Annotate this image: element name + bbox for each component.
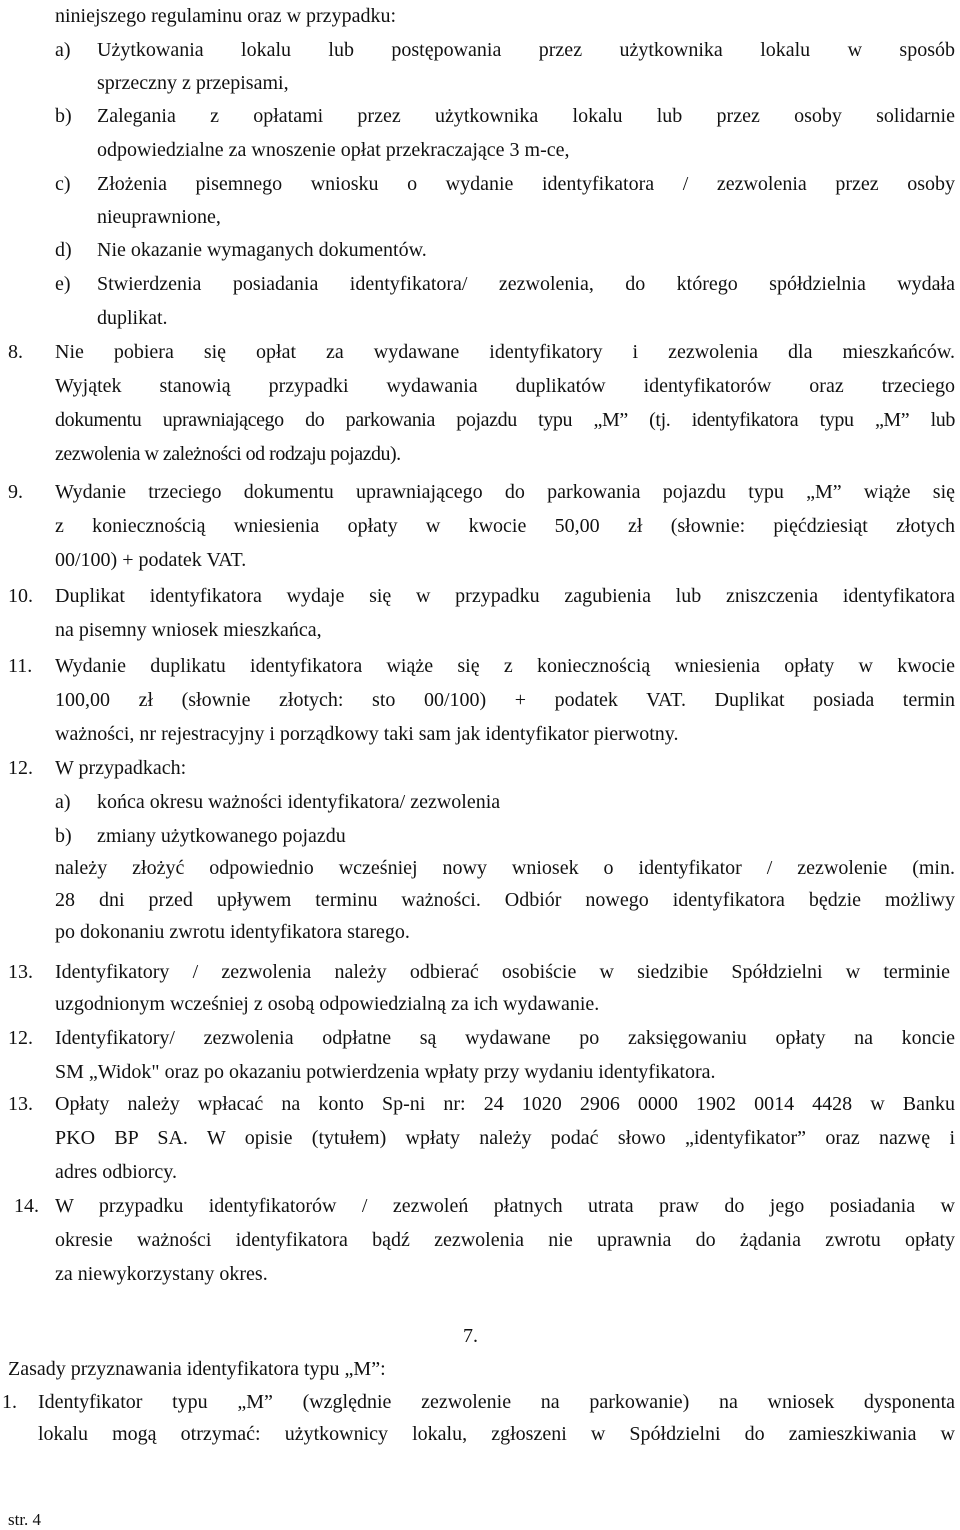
point-text: W przypadku identyfikatorów / zezwoleń płatnych utrata praw do jego posiadania w xyxy=(55,1195,955,1217)
list-item-text: końca okresu ważności identyfikatora/ zezwolenia xyxy=(97,791,501,813)
point-text: okresie ważności identyfikatora bądź zezwolenia nie uprawnia do żądania zwrotu opłaty xyxy=(55,1229,955,1251)
list-item-text: odpowiedzialne za wnoszenie opłat przekraczające 3 m-ce, xyxy=(97,139,570,161)
list-item-text: Zalegania z opłatami przez użytkownika lokalu lub przez osoby solidarnie xyxy=(97,105,955,127)
point-text: za niewykorzystany okres. xyxy=(55,1263,268,1285)
point-text: uzgodnionym wcześniej z osobą odpowiedzialną za ich wydawanie. xyxy=(55,993,600,1015)
point-text: po dokonaniu zwrotu identyfikatora starego. xyxy=(55,921,410,943)
list-item-text: sprzeczny z przepisami, xyxy=(97,72,289,94)
list-label: d) xyxy=(55,239,72,261)
point-text: Opłaty należy wpłacać na konto Sp-ni nr: 24 1020 2906 0000 1902 0014 4428 w Banku xyxy=(55,1093,955,1115)
point-number: 1. xyxy=(2,1391,17,1413)
list-item-text: Złożenia pisemnego wniosku o wydanie identyfikatora / zezwolenia przez osoby xyxy=(97,173,955,195)
list-label: e) xyxy=(55,273,71,295)
list-item-text: zmiany użytkowanego pojazdu xyxy=(97,825,346,847)
point-text: 100,00 zł (słownie złotych: sto 00/100) + podatek VAT. Duplikat posiada termin xyxy=(55,689,955,711)
point-number: 10. xyxy=(8,585,33,607)
list-label: a) xyxy=(55,39,71,61)
list-item-text: Stwierdzenia posiadania identyfikatora/ zezwolenia, do którego spółdzielnia wydała xyxy=(97,273,955,295)
point-text: SM „Widok" oraz po okazaniu potwierdzenia wpłaty przy wydaniu identyfikatora. xyxy=(55,1061,716,1083)
point-text: Duplikat identyfikatora wydaje się w przypadku zagubienia lub zniszczenia identyfikatora xyxy=(55,585,955,607)
point-number: 8. xyxy=(8,341,23,363)
list-item-text: nieuprawnione, xyxy=(97,206,221,228)
point-text: Wydanie trzeciego dokumentu uprawniającego do parkowania pojazdu typu „M” wiąże się xyxy=(55,481,955,503)
point-text: 00/100) + podatek VAT. xyxy=(55,549,247,571)
point-text: na pisemny wniosek mieszkańca, xyxy=(55,619,322,641)
point-text: Identyfikator typu „M” (względnie zezwolenie na parkowanie) na wniosek dysponenta xyxy=(38,1391,955,1413)
point-number: 14. xyxy=(14,1195,39,1217)
point-text: Nie pobiera się opłat za wydawane identyfikatory i zezwolenia dla mieszkańców. xyxy=(55,341,955,363)
list-item-text: Użytkowania lokalu lub postępowania przez użytkownika lokalu w sposób xyxy=(97,39,955,61)
point-text: należy złożyć odpowiednio wcześniej nowy wniosek o identyfikator / zezwolenie (min. xyxy=(55,857,955,879)
list-item-text: Nie okazanie wymaganych dokumentów. xyxy=(97,239,427,261)
point-text: dokumentu uprawniającego do parkowania pojazdu typu „M” (tj. identyfikatora typu „M” lub xyxy=(55,409,955,431)
list-label: c) xyxy=(55,173,71,195)
point-text: Wydanie duplikatu identyfikatora wiąże się z koniecznością wniesienia opłaty w kwocie xyxy=(55,655,955,677)
section-heading: 7. xyxy=(463,1325,478,1347)
point-text: z koniecznością wniesienia opłaty w kwocie 50,00 zł (słownie: pięćdziesiąt złotych xyxy=(55,515,955,537)
list-label: a) xyxy=(55,791,71,813)
point-number: 13. xyxy=(8,961,33,983)
point-text: W przypadkach: xyxy=(55,757,187,779)
page-number: str. 4 xyxy=(8,1510,42,1529)
point-number: 12. xyxy=(8,757,33,779)
intro-text: niniejszego regulaminu oraz w przypadku: xyxy=(55,5,396,27)
point-text: Wyjątek stanowią przypadki wydawania duplikatów identyfikatorów oraz trzeciego xyxy=(55,375,955,397)
list-label: b) xyxy=(55,825,72,847)
list-label: b) xyxy=(55,105,72,127)
section-title: Zasady przyznawania identyfikatora typu „M”: xyxy=(8,1358,386,1380)
point-text: Identyfikatory/ zezwolenia odpłatne są wydawane po zaksięgowaniu opłaty na koncie xyxy=(55,1027,955,1049)
point-number: 13. xyxy=(8,1093,33,1115)
point-text: ważności, nr rejestracyjny i porządkowy taki sam jak identyfikator pierwotny. xyxy=(55,723,679,745)
point-text: lokalu mogą otrzymać: użytkownicy lokalu, zgłoszeni w Spółdzielni do zamieszkiwania w xyxy=(38,1423,955,1445)
point-number: 12. xyxy=(8,1027,33,1049)
point-text: 28 dni przed upływem terminu ważności. Odbiór nowego identyfikatora będzie możliwy xyxy=(55,889,955,911)
point-number: 11. xyxy=(8,655,33,677)
point-text: Identyfikatory / zezwolenia należy odbierać osobiście w siedzibie Spółdzielni w terminie xyxy=(55,961,950,983)
point-text: PKO BP SA. W opisie (tytułem) wpłaty należy podać słowo „identyfikator” oraz nazwę i xyxy=(55,1127,955,1149)
point-text: zezwolenia w zależności od rodzaju pojazdu). xyxy=(55,443,401,465)
point-text: adres odbiorcy. xyxy=(55,1161,177,1183)
point-number: 9. xyxy=(8,481,23,503)
list-item-text: duplikat. xyxy=(97,307,168,329)
